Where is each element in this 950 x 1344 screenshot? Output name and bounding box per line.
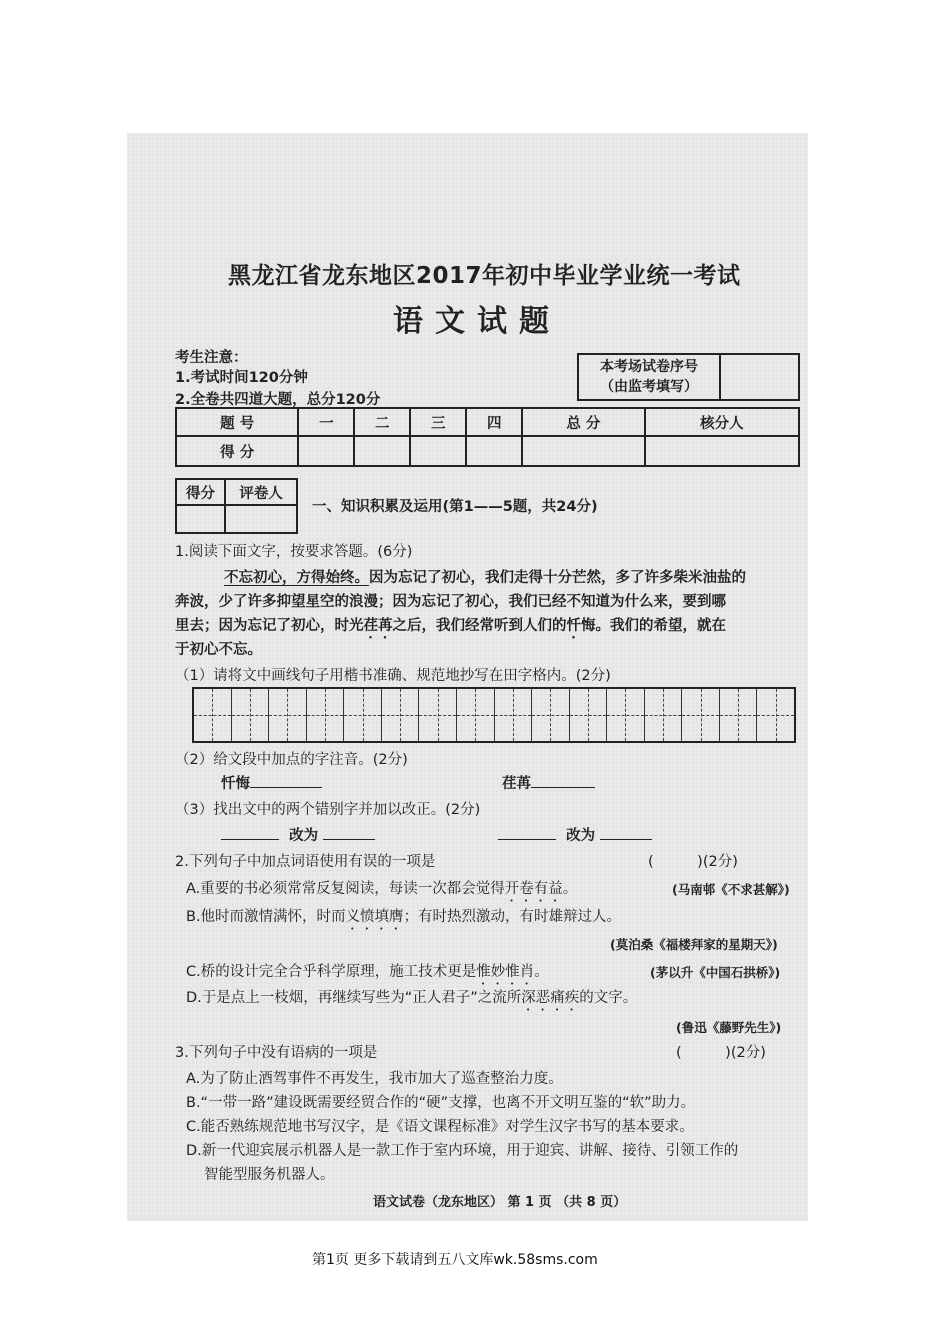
- grader-score-cell[interactable]: [176, 505, 225, 533]
- tianzige-cell[interactable]: [269, 689, 307, 741]
- q1-sub2-item2: [502, 772, 595, 793]
- q1-passage-text: 因为忘记了初心，我们走得十分芒然，多了许多柴米油盐的: [369, 570, 746, 586]
- q1-passage-line4: 于初心不忘。: [175, 642, 262, 658]
- score-header-6: 核分人: [645, 408, 799, 436]
- tianzige-cell[interactable]: [344, 689, 382, 741]
- dotted-idiom: 开卷有益: [504, 881, 563, 897]
- notice-item-1: 1.考试时间120分钟: [175, 370, 308, 386]
- score-cell[interactable]: [466, 436, 522, 466]
- option-text: 。: [534, 964, 549, 980]
- q1-sub1: （1）请将文中画线句子用楷书准确、规范地抄写在田字格内。(2分): [175, 668, 611, 684]
- grader-name-cell[interactable]: [225, 505, 297, 533]
- q2-option-c[interactable]: [186, 960, 549, 988]
- q3-option-c[interactable]: C.能否熟练规范地书写汉字，是《语文课程标准》对学生汉字书写的基本要求。: [186, 1119, 694, 1135]
- score-cell[interactable]: [410, 436, 466, 466]
- q1-passage-text: 里去；因为忘记了初心，时光: [175, 618, 364, 634]
- q1-sub2-item1: [221, 772, 322, 793]
- q1-passage-text: 之后，我们经常听到人们的: [392, 618, 567, 634]
- section1-heading: 一、知识积累及运用(第1——5题，共24分): [312, 499, 598, 515]
- wrong-char-blank-1[interactable]: [221, 825, 279, 840]
- tianzige-cell[interactable]: [457, 689, 495, 741]
- q1-sub3: （3）找出文中的两个错别字并加以改正。(2分): [175, 802, 481, 818]
- q1-sub2-word2: 荏苒: [502, 776, 531, 792]
- tianzige-cell[interactable]: [419, 689, 457, 741]
- tianzige-cell[interactable]: [495, 689, 533, 741]
- tianzige-cell[interactable]: [720, 689, 758, 741]
- score-table: [175, 407, 800, 467]
- tianzige-cell[interactable]: [532, 689, 570, 741]
- option-text: B.他时而激情满怀，时而: [186, 909, 346, 925]
- tianzige-grid[interactable]: [192, 687, 796, 743]
- pinyin-blank-1[interactable]: [250, 773, 322, 788]
- q2-option-b[interactable]: [186, 905, 621, 933]
- q1-dotted-word: 忏: [566, 618, 581, 634]
- q2-score[interactable]: ( )(2分): [648, 854, 738, 870]
- tianzige-cell[interactable]: [570, 689, 608, 741]
- score-cell[interactable]: [354, 436, 410, 466]
- q3-option-b[interactable]: B.“一带一路”建设既需要经贸合作的“硬”支撑，也离不开文明互鉴的“软”助力。: [186, 1095, 696, 1111]
- notice-item-2: 2.全卷共四道大题，总分120分: [175, 392, 381, 408]
- q2-option-c-source: (茅以升《中国石拱桥》): [650, 965, 781, 980]
- correct-char-blank-1[interactable]: [323, 825, 375, 840]
- tianzige-cell[interactable]: [307, 689, 345, 741]
- notice-heading: 考生注意：: [175, 350, 248, 366]
- tianzige-cell[interactable]: [194, 689, 232, 741]
- q1-stem: 1.阅读下面文字，按要求答题。(6分): [175, 544, 413, 560]
- seat-box-line1: 本考场试卷序号: [600, 359, 698, 375]
- q1-correction-2: [498, 824, 652, 845]
- q2-option-a[interactable]: [186, 877, 577, 905]
- score-header-1: 一: [298, 408, 354, 436]
- option-text: D.于是点上一枝烟，再继续写些为“正人君子”之流所: [186, 990, 522, 1006]
- exam-title: 黑龙江省龙东地区2017年初中毕业学业统一考试: [228, 263, 741, 289]
- grader-header-score: 得分: [176, 479, 225, 505]
- score-header-5: 总 分: [522, 408, 644, 436]
- q3-score[interactable]: ( )(2分): [676, 1045, 766, 1061]
- seat-number-box: [577, 353, 800, 401]
- tianzige-cell[interactable]: [757, 689, 794, 741]
- tianzige-cell[interactable]: [232, 689, 270, 741]
- dotted-idiom: 惟妙惟肖: [476, 964, 535, 980]
- q1-sub2: （2）给文段中加点的字注音。(2分): [175, 752, 408, 768]
- score-cell[interactable]: [645, 436, 799, 466]
- q3-option-d-line2: 智能型服务机器人。: [204, 1167, 335, 1183]
- change-to-label: 改为: [566, 828, 596, 844]
- wrong-char-blank-2[interactable]: [498, 825, 556, 840]
- q1-passage-line2: 奔波，少了许多抑望星空的浪漫；因为忘记了初心，我们已经不知道为什么来，要到哪: [175, 594, 726, 610]
- q2-option-a-source: (马南邨《不求甚解》): [672, 882, 790, 897]
- option-text: 的文字。: [579, 990, 638, 1006]
- grader-box: [175, 478, 298, 534]
- q2-stem: 2.下列句子中加点词语使用有误的一项是: [175, 854, 436, 870]
- page-footer: 语文试卷（龙东地区） 第 1 页 （共 8 页）: [373, 1195, 627, 1210]
- q1-dotted-word: 荏苒: [363, 618, 393, 634]
- q1-sub2-word1: 忏悔: [221, 776, 250, 792]
- q3-option-d-line1[interactable]: D.新一代迎宾展示机器人是一款工作于室内环境，用于迎宾、讲解、接待、引领工作的: [186, 1143, 739, 1159]
- q2-option-d[interactable]: [186, 986, 637, 1014]
- score-header-4: 四: [466, 408, 522, 436]
- score-row-label: 得 分: [176, 436, 298, 466]
- option-text: A.重要的书必须常常反复阅读，每读一次都会觉得: [186, 881, 505, 897]
- exam-subtitle: 语文试题: [393, 304, 561, 339]
- option-text: 。: [562, 881, 578, 897]
- pinyin-blank-2[interactable]: [531, 773, 595, 788]
- dotted-idiom: 义愤填膺: [345, 909, 404, 925]
- q1-underlined-sentence: 不忘初心，方得始终。: [224, 570, 369, 586]
- q2-option-d-source: (鲁迅《藤野先生》): [676, 1020, 782, 1035]
- correct-char-blank-2[interactable]: [600, 825, 652, 840]
- site-footer: 第1页 更多下载请到五八文库wk.58sms.com: [312, 1252, 598, 1268]
- score-cell[interactable]: [298, 436, 354, 466]
- score-header-2: 二: [354, 408, 410, 436]
- tianzige-cell[interactable]: [682, 689, 720, 741]
- change-to-label: 改为: [289, 828, 319, 844]
- dotted-idiom: 深恶痛疾: [521, 990, 580, 1006]
- seat-number-cell[interactable]: [720, 354, 799, 400]
- q1-passage-line1: [224, 566, 746, 587]
- score-header-3: 三: [410, 408, 466, 436]
- q1-passage-text: 悔。我们的希望，就在: [581, 618, 726, 634]
- seat-box-line2: （由监考填写）: [600, 379, 698, 395]
- option-text: C.桥的设计完全合乎科学原理，施工技术更是: [186, 964, 477, 980]
- q1-correction-1: [221, 824, 375, 845]
- q2-option-b-source: (莫泊桑《福楼拜家的星期天》): [610, 937, 778, 952]
- grader-header-grader: 评卷人: [225, 479, 297, 505]
- tianzige-cell[interactable]: [382, 689, 420, 741]
- tianzige-cell[interactable]: [645, 689, 683, 741]
- score-cell[interactable]: [522, 436, 644, 466]
- score-header-0: 题 号: [176, 408, 298, 436]
- q3-stem: 3.下列句子中没有语病的一项是: [175, 1045, 378, 1061]
- tianzige-cell[interactable]: [607, 689, 645, 741]
- option-text: ；有时热烈激动，有时雄辩过人。: [403, 909, 622, 925]
- q3-option-a[interactable]: A.为了防止酒驾事件不再发生，我市加大了巡查整治力度。: [186, 1071, 563, 1087]
